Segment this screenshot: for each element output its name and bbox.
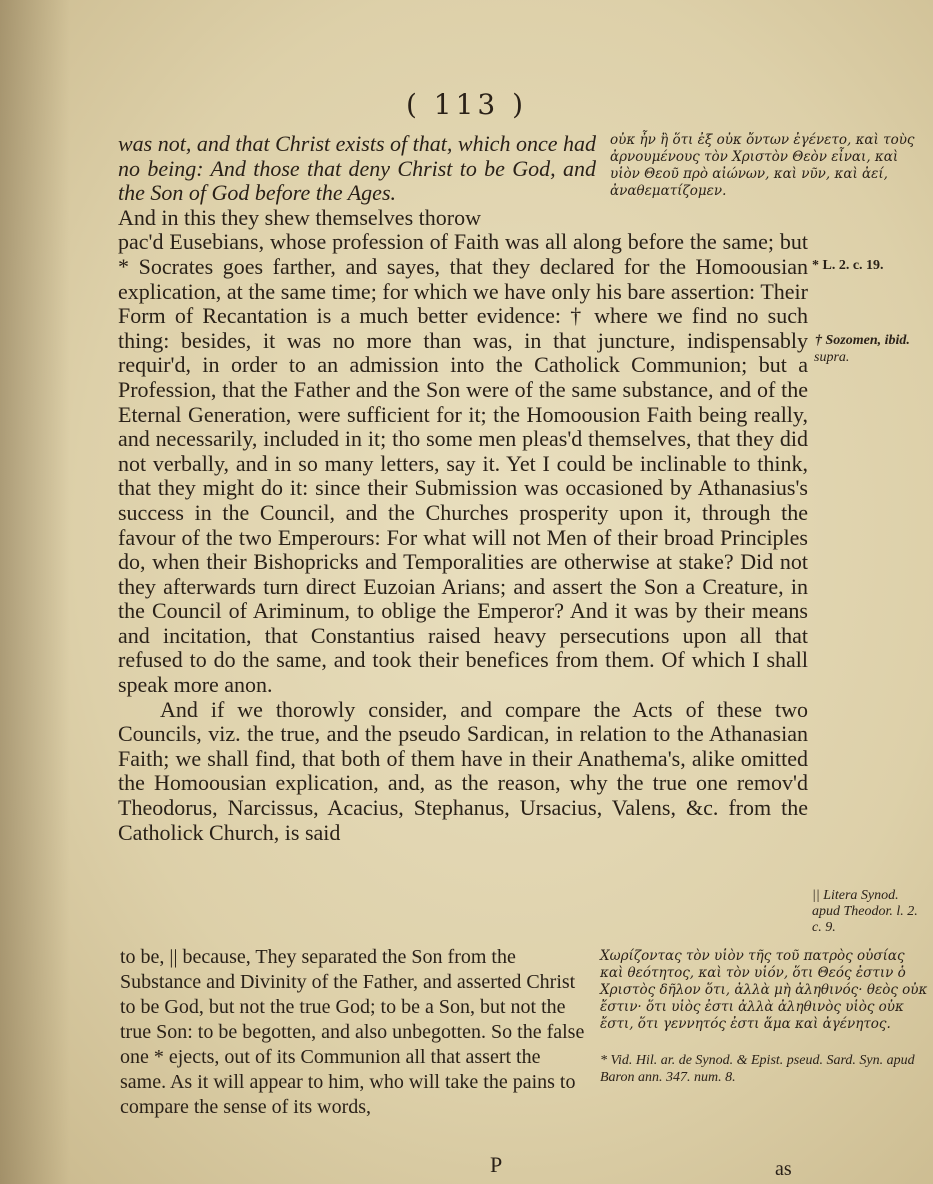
lower-left-paragraph: to be, || because, They separated the Son from the Substance and Divinity of the Father, and asserted Christ to be God, but not the true God; to be a Son, but not the true Son: to be begotten, and also unbegotten. So the false one * ejects, out of its Communion all that assert the same. As it will appear to him, who will take the pains to compare the sense of its words,: [120, 946, 585, 1118]
margin-note-sozomen: † Sozomen, ibid.: [815, 333, 910, 348]
signature-mark: P: [490, 1152, 503, 1177]
intro-italic-text: was not, and that Christ exists of that, which once had no being: And those that deny Christ to be God, and the Son of God before the Ages.: [118, 131, 596, 206]
lower-left-text: [120, 945, 590, 1120]
catchword: as: [775, 1158, 792, 1180]
body-paragraph-two: And if we thorowly consider, and compare the Acts of these two Councils, viz. the true, and the pseudo Sardican, in relation to the Athanasian Faith; we shall find, that both of them have in their Anathema's, alike omitted the Homoousian explication, and, as the reason, why the true one remov'd Theodorus, Narcissus, Acacius, Stephanus, Ursacius, Valens, &c. from the Catholick Church, is said: [118, 696, 808, 845]
greek-quotation-bottom: Χωρίζοντας τὸν υἱὸν τῆς τοῦ πατρὸς οὐσίας καὶ θεότητος, καὶ τὸν υἱόν, ὅτι Θεός ἐστιν ὁ Χριστὸς δῆλον ὅτι, ἀλλὰ μὴ ἀληθινός· θεὸς οὐκ ἔστιν· ὅτι υἱὸς ἐστι ἀλλὰ ἀληθινὸς υἱὸς οὐκ ἔστι, ὅτι γεννητός ἐστι ἅμα καὶ ἀγένητος.: [600, 948, 928, 1032]
spine-shadow: [0, 0, 70, 1184]
body-paragraph-one: pac'd Eusebians, whose profession of Faith was all along before the same; but * Socrates goes farther, and sayes, that they declared for the Homoousian explication, at the same time; for which we have only his bare assertion: Their Form of Recantation is a much better evidence: † where we find no such thing: besides, it was no more than was, in that juncture, indispensably requir'd, in order to an admission into the Catholick Communion; but a Profession, that the Father and the Son were of the same substance, and of the Eternal Generation, were sufficient for it; the Homoousion Faith being really, and necessarily, included in it; tho some men pleas'd themselves, that they did not verbally, and in so many letters, say it. Yet I could be inclinable to think, that they might do it: since their Submission was occasioned by Athanasius's success in the Council, and the Churches prosperity upon it, through the favour of the two Emperours: For what will not Men of their broad Principles do, when their Bishopricks and Temporalities are otherwise at stake? Did not they afterwards turn direct Euzoian Arians; and assert the Son a Creature, in the Council of Ariminum, to oblige the Emperor? And it was by their means and incitation, that Constantius raised heavy persecutions upon all that refused to do the same, and took their benefices from them. Of which I shall speak more anon.: [118, 229, 808, 698]
page-number: ( 113 ): [405, 88, 528, 121]
greek-quotation-top: οὐκ ἦν ἢ ὅτι ἐξ οὐκ ὄντων ἐγένετο, καὶ τοὺς ἀρνουμένους τὸν Χριστὸν Θεὸν εἶναι, καὶ υἱὸν Θεοῦ πρὸ αἰώνων, καὶ νῦν, καὶ ἀεί, ἀναθεματίζομεν.: [610, 132, 915, 199]
margin-note-litera-synod: || Litera Synod. apud Theodor. l. 2. c. 9.: [812, 888, 918, 935]
main-text-column: [118, 132, 808, 845]
margin-note-socrates: * L. 2. c. 19.: [812, 258, 884, 273]
footnote-reference: * Vid. Hil. ar. de Synod. & Epist. pseud. Sard. Syn. apud Baron ann. 347. num. 8.: [600, 1053, 915, 1085]
intro-tail-text: And in this they shew themselves thorow: [118, 204, 481, 230]
margin-note-supra: supra.: [814, 350, 850, 365]
